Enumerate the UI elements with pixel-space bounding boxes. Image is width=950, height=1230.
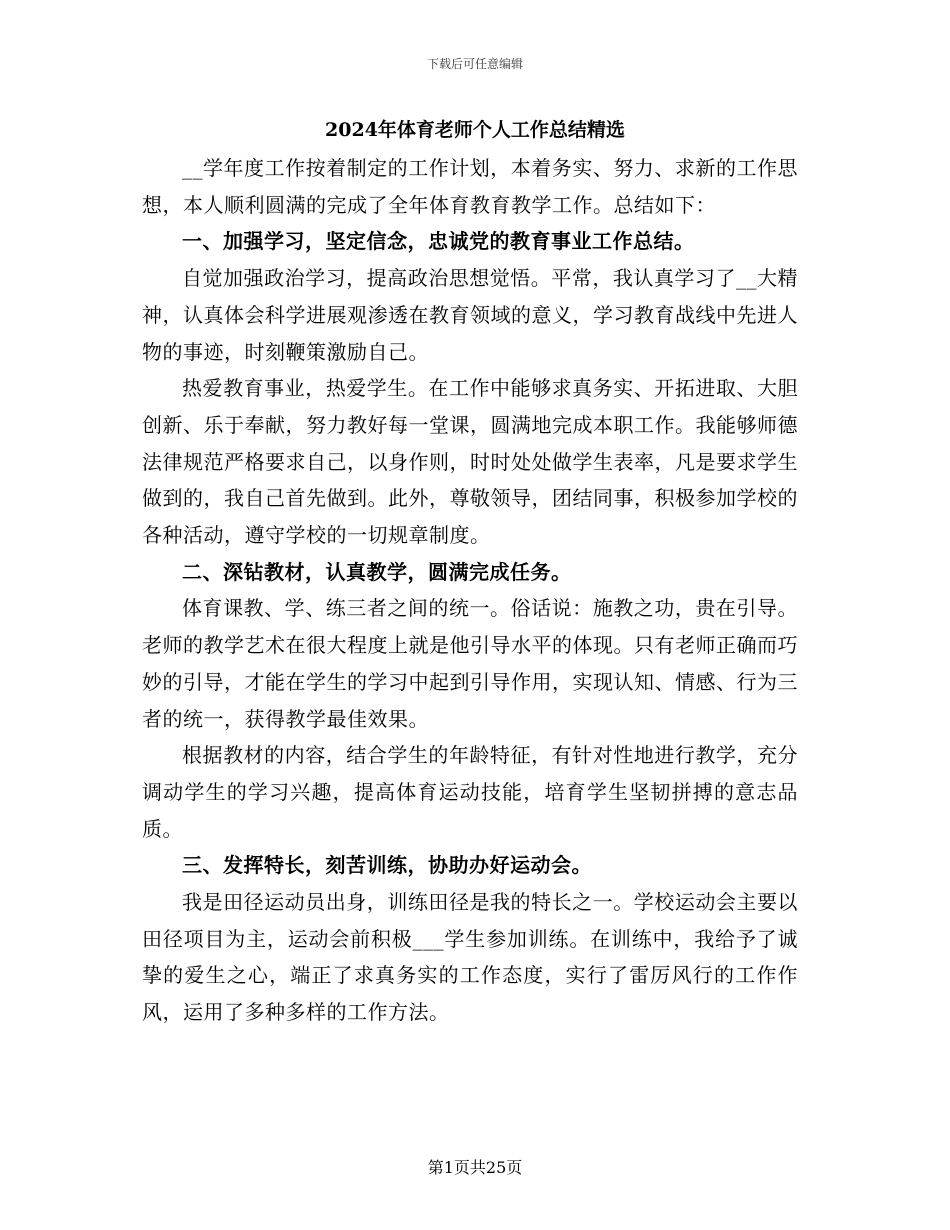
page-number: 第1页共25页 — [427, 1158, 523, 1177]
body-paragraph: 体育课教、学、练三者之间的统一。俗话说：施教之功，贵在引导。老师的教学艺术在很大程度上就是他引导水平的体现。只有老师正确而巧妙的引导，才能在学生的学习中起到引导作用，实现认知、情感、行为三者的统一，获得教学最佳效果。 — [142, 596, 798, 731]
body-paragraph: 根据教材的内容，结合学生的年龄特征，有针对性地进行教学，充分调动学生的学习兴趣，提高体育运动技能，培育学生坚韧拼搏的意志品质。 — [142, 743, 798, 841]
body-paragraph: 我是田径运动员出身，训练田径是我的特长之一。学校运动会主要以田径项目为主，运动会前积极___学生参加训练。在训练中，我给予了诚挚的爱生之心，端正了求真务实的工作态度，实行了雷厉风行的工作作风，运用了多种多样的工作方法。 — [142, 890, 798, 1025]
document-title: 2024年体育老师个人工作总结精选 — [325, 119, 625, 141]
document-body — [142, 150, 798, 1031]
section-heading-1: 一、加强学习，坚定信念，忠诚党的教育事业工作总结。 — [182, 229, 695, 254]
intro-paragraph: __学年度工作按着制定的工作计划，本着务实、努力、求新的工作思想，本人顺利圆满的完成了全年体育教育教学工作。总结如下： — [142, 156, 798, 217]
body-paragraph: 自觉加强政治学习，提高政治思想觉悟。平常，我认真学习了__大精神，认真体会科学进展观渗透在教育领域的意义，学习教育战线中先进人物的事迹，时刻鞭策激励自己。 — [142, 266, 798, 364]
section-heading-2: 二、深钻教材，认真教学，圆满完成任务。 — [182, 559, 572, 584]
header-note: 下载后可任意编辑 — [426, 57, 523, 71]
section-heading-3: 三、发挥特长，刻苦训练，协助办好运动会。 — [182, 853, 592, 878]
body-paragraph: 热爱教育事业，热爱学生。在工作中能够求真务实、开拓进取、大胆创新、乐于奉献，努力教好每一堂课，圆满地完成本职工作。我能够师德法律规范严格要求自己，以身作则，时时处处做学生表率，凡是要求学生做到的，我自己首先做到。此外，尊敬领导，团结同事，积极参加学校的各种活动，遵守学校的一切规章制度。 — [142, 376, 798, 548]
